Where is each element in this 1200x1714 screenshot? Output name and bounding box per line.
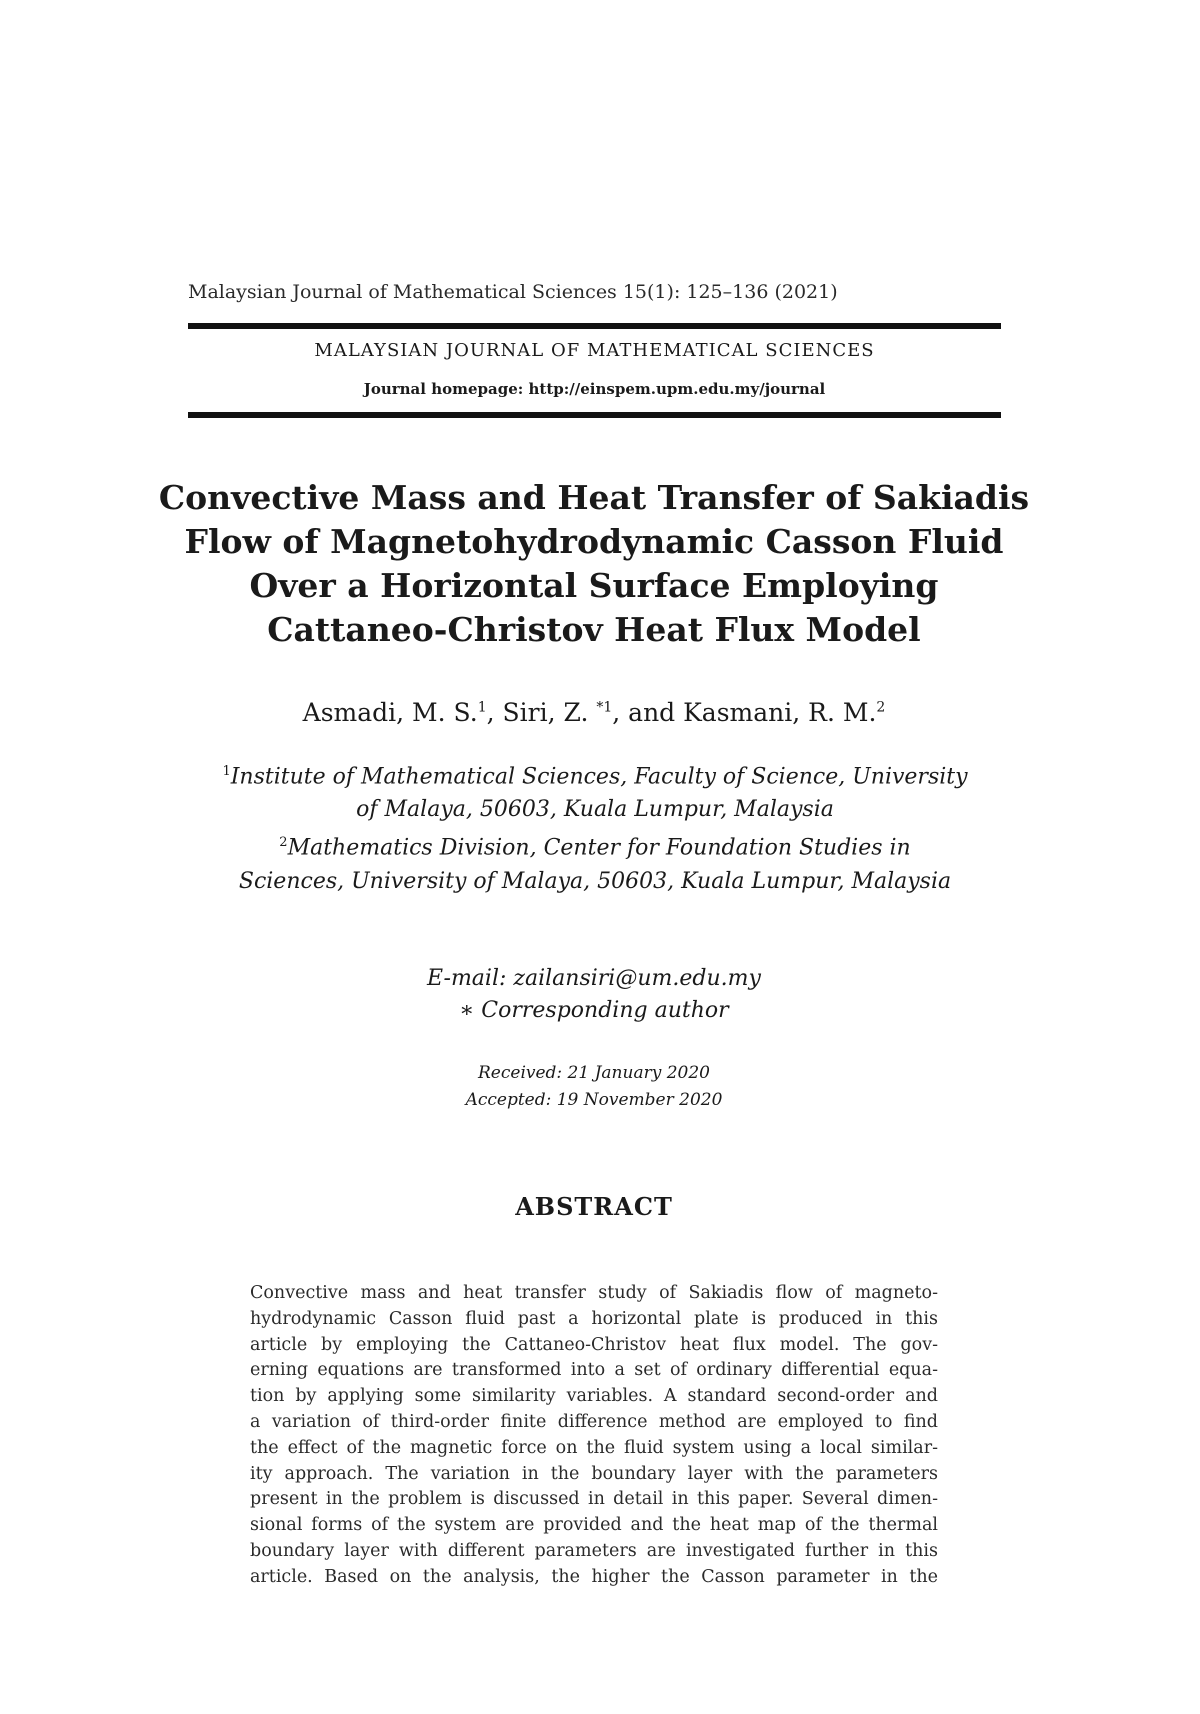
title-line: Convective Mass and Heat Transfer of Sakiadis — [158, 478, 1030, 517]
paper-title — [150, 476, 1038, 652]
abstract-line: present in the problem is discussed in detail in this paper. Several dimen- — [250, 1489, 938, 1510]
title-line: Cattaneo-Christov Heat Flux Model — [267, 610, 921, 649]
affiliation-2-line-2: Sciences, University of Malaya, 50603, Kuala Lumpur, Malaysia — [238, 868, 952, 894]
abstract-line: Convective mass and heat transfer study of Sakiadis flow of magneto- — [250, 1283, 938, 1303]
author-separator: , — [486, 698, 503, 727]
journal-homepage: Journal homepage: http://einspem.upm.edu.my/journal — [363, 380, 826, 398]
received-date: Received: 21 January 2020 — [478, 1063, 710, 1083]
affiliation-1-line-2: of Malaya, 50603, Kuala Lumpur, Malaysia — [356, 797, 834, 823]
affiliation-mark: 1 — [222, 764, 231, 779]
abstract-body — [250, 1281, 938, 1591]
abstract-line: a variation of third-order finite difference method are employed to find — [250, 1411, 938, 1432]
affiliation-text: Institute of Mathematical Sciences, Faculty of Science, University — [230, 764, 968, 790]
email-address: E-mail: zailansiri@um.edu.my — [427, 966, 761, 991]
accepted-date: Accepted: 19 November 2020 — [465, 1090, 723, 1110]
affiliation-text: Mathematics Division, Center for Foundation Studies in — [287, 835, 911, 861]
abstract-line: sional forms of the system are provided and the heat map of the thermal — [250, 1515, 938, 1536]
affiliation-2-line-1 — [180, 826, 1010, 864]
contact-info — [150, 963, 1038, 1027]
abstract-line: hydrodynamic Casson fluid past a horizontal plate is produced in this — [250, 1308, 938, 1329]
corresponding-author-note: ∗ Corresponding author — [459, 998, 729, 1023]
abstract-line: the effect of the magnetic force on the fluid system using a local similar- — [250, 1437, 938, 1458]
title-line: Over a Horizontal Surface Employing — [249, 566, 939, 605]
title-line: Flow of Magnetohydrodynamic Casson Fluid — [184, 522, 1004, 561]
author-affiliation-mark: *1 — [596, 699, 613, 716]
abstract-line: tion by applying some similarity variables. A standard second-order and — [250, 1386, 938, 1407]
affiliations — [180, 755, 1010, 898]
author-separator: , and — [612, 698, 684, 727]
abstract-line: ity approach. The variation in the boundary layer with the parameters — [250, 1463, 938, 1484]
journal-citation: Malaysian Journal of Mathematical Sciences 15(1): 125–136 (2021) — [188, 281, 838, 303]
header-rule-bottom — [188, 412, 1001, 418]
submission-dates — [150, 1060, 1038, 1114]
abstract-line: erning equations are transformed into a set of ordinary differential equa- — [250, 1360, 938, 1381]
abstract-line: article by employing the Cattaneo-Christov heat flux model. The gov- — [250, 1334, 938, 1355]
author-affiliation-mark: 2 — [876, 699, 886, 716]
author-name: Kasmani, R. M. — [683, 698, 877, 727]
author-list — [150, 698, 1038, 727]
abstract-heading: ABSTRACT — [515, 1192, 673, 1221]
affiliation-1-line-1 — [180, 755, 1010, 793]
journal-name: MALAYSIAN JOURNAL OF MATHEMATICAL SCIENCES — [314, 340, 875, 361]
author-affiliation-mark: 1 — [477, 699, 487, 716]
author-name: Siri, Z. — [502, 698, 597, 727]
abstract-line: boundary layer with different parameters are investigated further in this — [250, 1540, 938, 1561]
affiliation-mark: 2 — [279, 835, 288, 851]
header-rule-top — [188, 323, 1001, 329]
author-name: Asmadi, M. S. — [302, 698, 478, 727]
abstract-line: article. Based on the analysis, the higher the Casson parameter in the — [250, 1566, 938, 1587]
